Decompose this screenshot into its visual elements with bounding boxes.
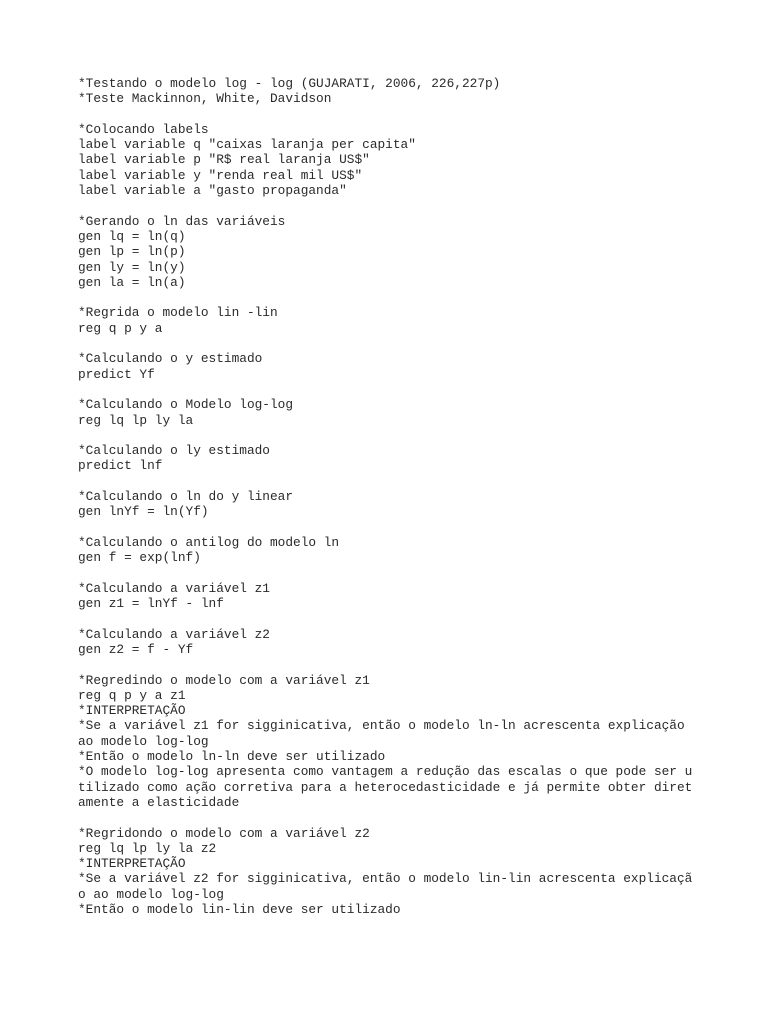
code-line: reg lq lp ly la z2 (78, 840, 217, 856)
stata-script-document (78, 76, 758, 933)
code-line: gen la = ln(a) (78, 274, 186, 290)
code-line: label variable q "caixas laranja per capita" (78, 137, 416, 153)
comment-line: *Calculando o y estimado (78, 351, 263, 367)
text-block (78, 489, 758, 520)
comment-line: *Testando o modelo log - log (GUJARATI, 2006, 226,227p) (78, 76, 501, 91)
text-block (78, 443, 758, 474)
text-block (78, 76, 758, 107)
comment-line: *Calculando o ly estimado (78, 443, 270, 459)
text-block (78, 535, 758, 566)
text-block (78, 826, 758, 918)
text-block (78, 581, 758, 612)
code-line: reg q p y a (78, 320, 163, 336)
comment-line: *Calculando o ln do y linear (78, 489, 294, 505)
text-block (78, 673, 758, 811)
text-block (78, 305, 758, 336)
comment-line: *INTERPRETAÇÃO (78, 703, 186, 719)
comment-line: *Se a variável z1 for sigginicativa, então o modelo ln-ln acrescenta explicação (78, 718, 685, 734)
code-line: o ao modelo log-log (78, 886, 224, 902)
comment-line: *Regrida o modelo lin -lin (78, 305, 278, 321)
comment-line: *Regridondo o modelo com a variável z2 (78, 825, 370, 841)
code-line: gen z1 = lnYf - lnf (78, 596, 224, 612)
code-line: gen z2 = f - Yf (78, 641, 194, 657)
comment-line: *Calculando a variável z2 (78, 626, 270, 642)
comment-line: *Regredindo o modelo com a variável z1 (78, 672, 370, 688)
code-line: predict Yf (78, 366, 155, 382)
code-line: amente a elasticidade (78, 794, 240, 810)
code-line: label variable y "renda real mil US$" (78, 167, 363, 183)
code-line: label variable p "R$ real laranja US$" (78, 152, 370, 168)
comment-line: *INTERPRETAÇÃO (78, 856, 186, 872)
comment-line: *Se a variável z2 for sigginicativa, então o modelo lin-lin acrescenta explicaçã (78, 871, 693, 887)
code-line: gen f = exp(lnf) (78, 550, 201, 566)
text-block (78, 351, 758, 382)
comment-line: *O modelo log-log apresenta como vantagem a redução das escalas o que pode ser u (78, 764, 693, 780)
comment-line: *Calculando o antilog do modelo ln (78, 534, 340, 550)
code-line: gen lp = ln(p) (78, 244, 186, 260)
code-line: tilizado como ação corretiva para a heterocedasticidade e já permite obter diret (78, 779, 693, 795)
comment-line: *Colocando labels (78, 121, 209, 137)
comment-line: *Teste Mackinnon, White, Davidson (78, 91, 332, 107)
code-line: predict lnf (78, 458, 163, 474)
comment-line: *Então o modelo lin-lin deve ser utilizado (78, 902, 401, 918)
code-line: ao modelo log-log (78, 733, 209, 749)
text-block (78, 397, 758, 428)
comment-line: *Gerando o ln das variáveis (78, 213, 286, 229)
comment-line: *Calculando o Modelo log-log (78, 397, 294, 413)
code-line: gen ly = ln(y) (78, 259, 186, 275)
text-block (78, 627, 758, 658)
text-block (78, 122, 758, 198)
comment-line: *Então o modelo ln-ln deve ser utilizado (78, 749, 386, 765)
code-line: label variable a "gasto propaganda" (78, 183, 347, 199)
comment-line: *Calculando a variável z1 (78, 580, 270, 596)
text-block (78, 214, 758, 290)
code-line: reg lq lp ly la (78, 412, 194, 428)
code-line: reg q p y a z1 (78, 687, 186, 703)
code-line: gen lnYf = ln(Yf) (78, 504, 209, 520)
code-line: gen lq = ln(q) (78, 228, 186, 244)
